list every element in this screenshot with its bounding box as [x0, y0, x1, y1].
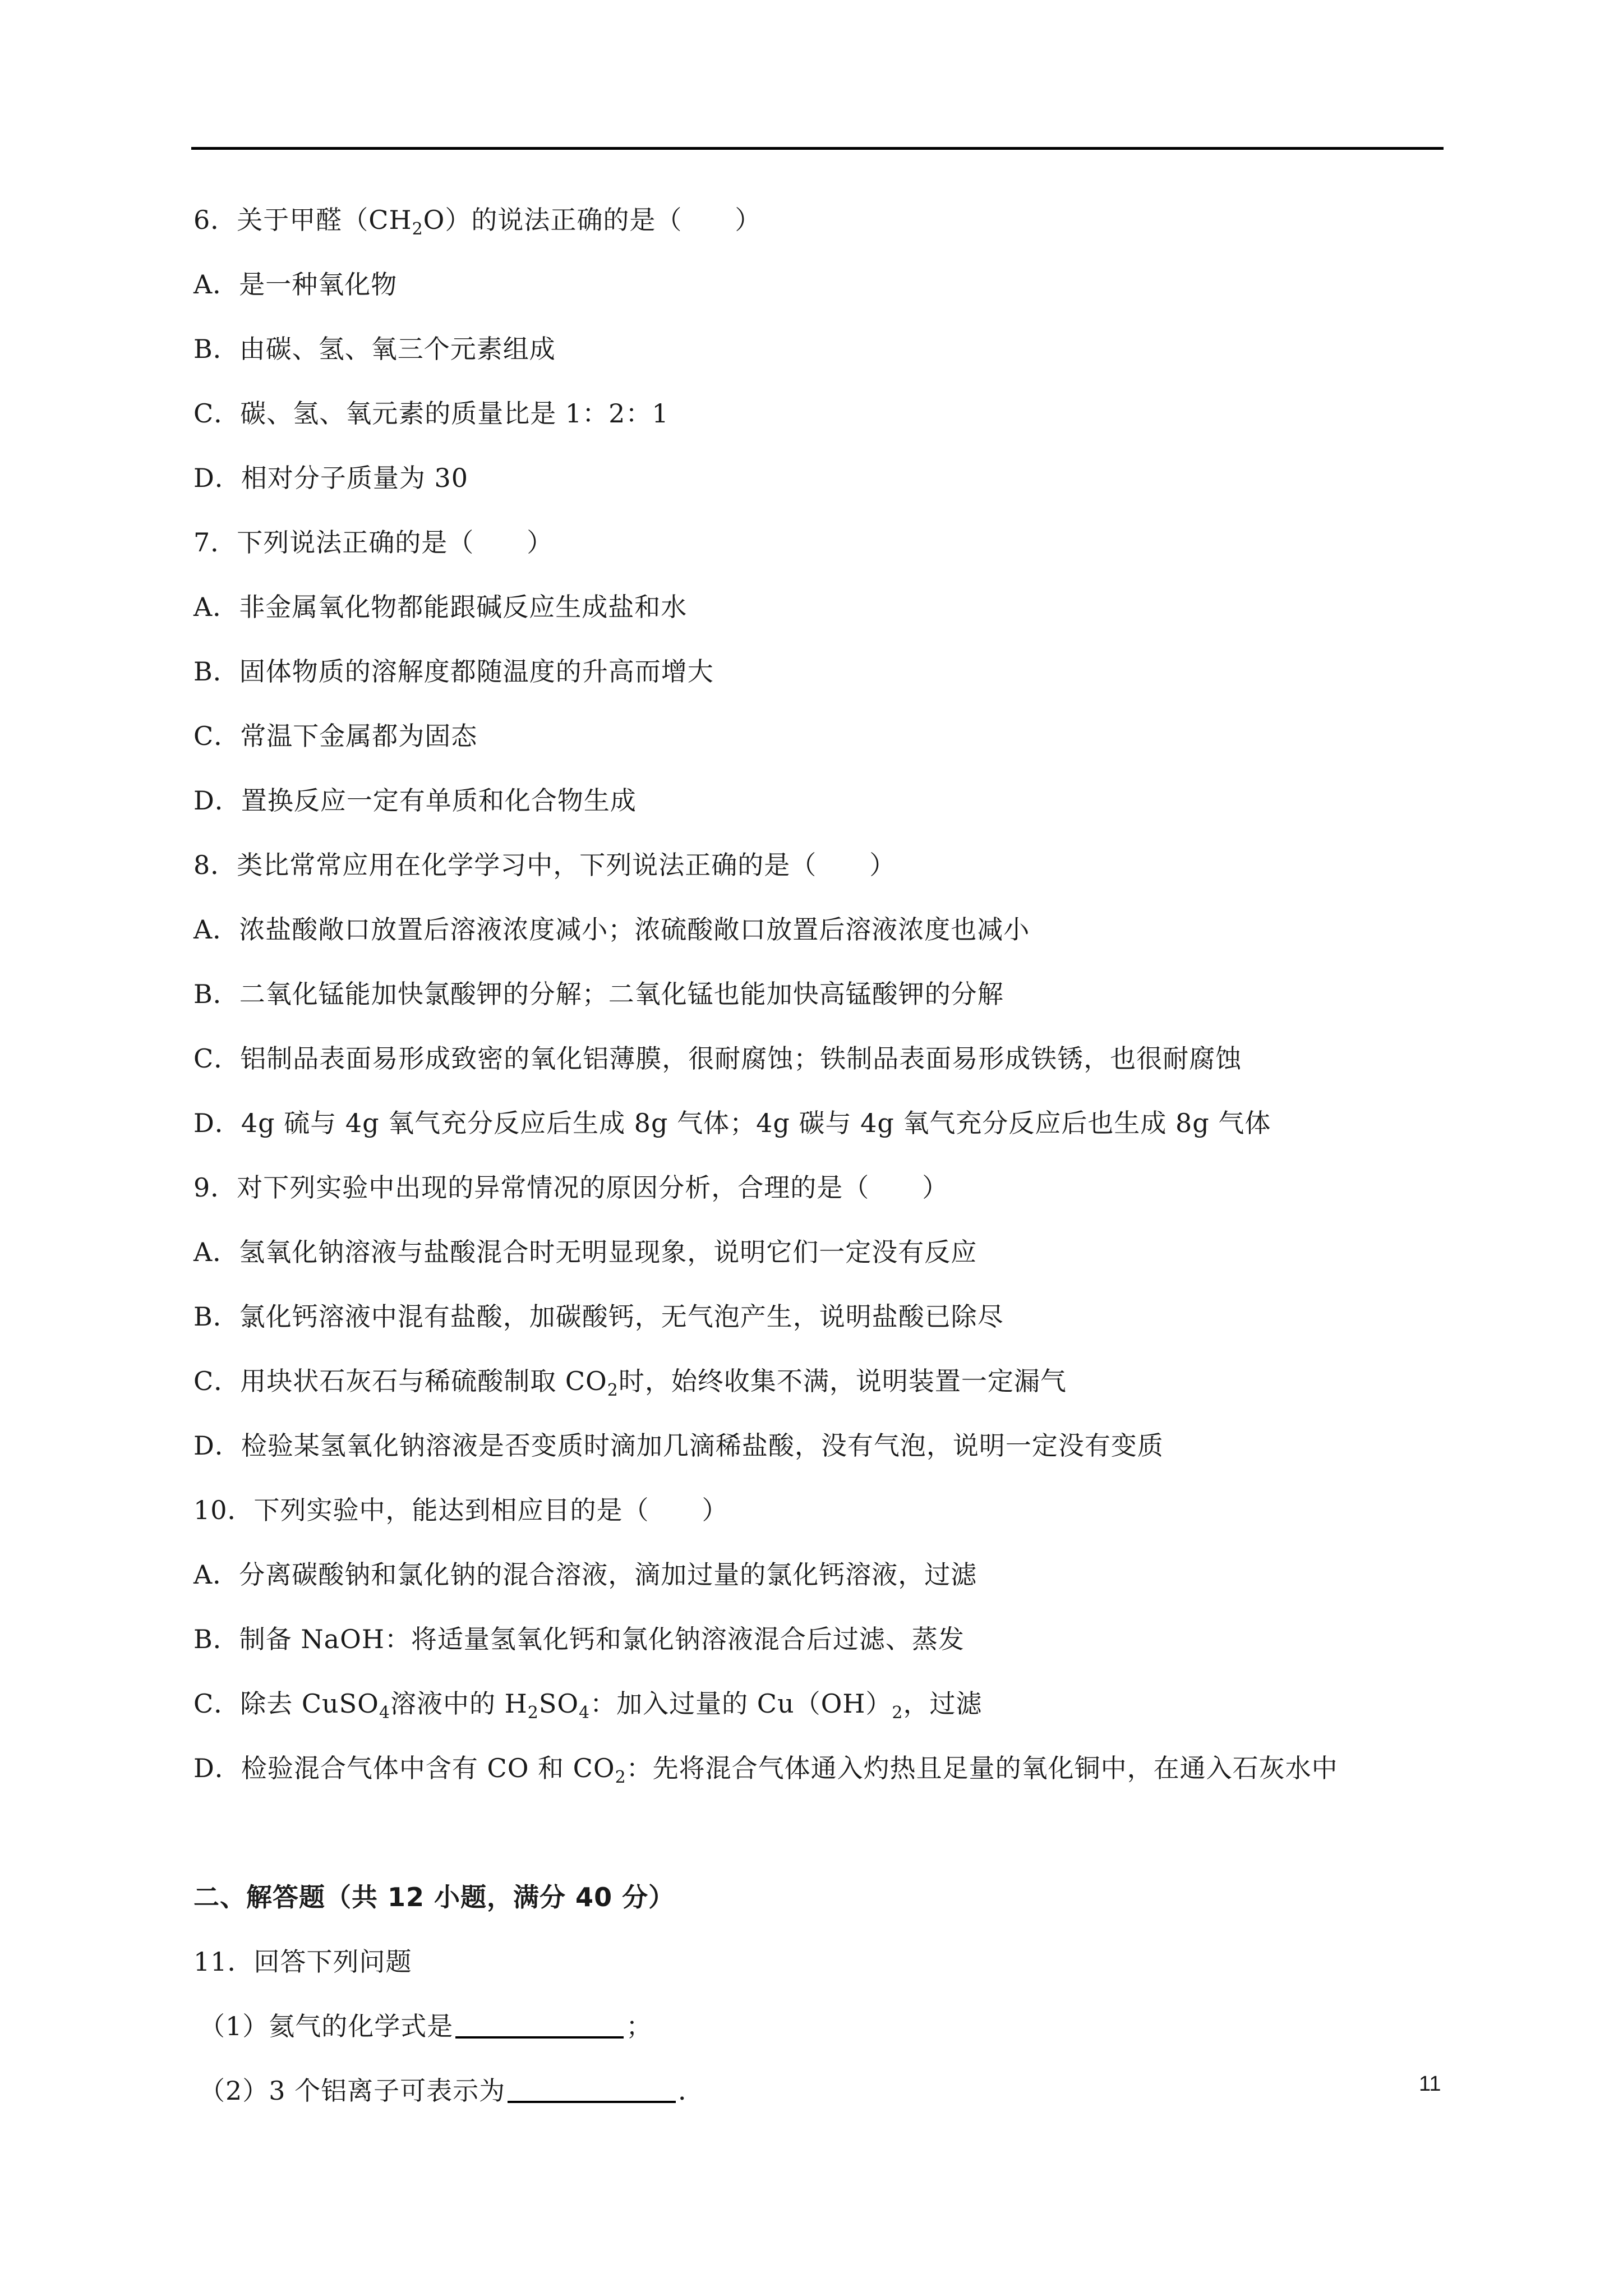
subscript: 4 [579, 1703, 591, 1723]
question-9-stem: 9．对下列实验中出现的异常情况的原因分析，合理的是（ ） [193, 1172, 949, 1203]
question-9-option-d: D．检验某氢氧化钠溶液是否变质时滴加几滴稀盐酸，没有气泡，说明一定没有变质 [193, 1430, 1164, 1461]
question-6-option-d: D．相对分子质量为 30 [193, 463, 469, 493]
subscript: 2 [607, 1381, 619, 1400]
question-6-stem: 6．关于甲醛$(CH_2O)$的说法正确的是（ ） [193, 205, 762, 239]
question-7-option-d: D．置换反应一定有单质和化合物生成 [193, 785, 637, 816]
subscript: 2 [527, 1703, 539, 1723]
question-9-option-a: A．氢氧化钠溶液与盐酸混合时无明显现象，说明它们一定没有反应 [193, 1237, 978, 1267]
question-8-option-b: B．二氧化锰能加快氯酸钾的分解；二氧化锰也能加快高锰酸钾的分解 [193, 979, 1004, 1009]
question-7-stem: 7．下列说法正确的是（ ） [193, 527, 554, 558]
subscript: 2 [892, 1703, 903, 1723]
question-8-stem: 8．类比常常应用在化学学习中，下列说法正确的是（ ） [193, 850, 896, 880]
question-7-option-a: A．非金属氧化物都能跟碱反应生成盐和水 [193, 592, 688, 622]
header-rule [191, 147, 1444, 150]
question-6-option-a: A．是一种氧化物 [193, 269, 398, 300]
question-10-option-d: D．检验混合气体中含有 CO 和 $CO_2$：先将混合气体通入灼热且足量的氧化铜中，在通入石灰水中 [193, 1753, 1338, 1787]
subscript: 2 [615, 1768, 626, 1787]
question-6-option-c: C．碳、氢、氧元素的质量比是 1：2：1 [193, 398, 669, 429]
question-11-part-1: （1）氦气的化学式是 ； [199, 2011, 653, 2041]
question-10-stem: 10．下列实验中，能达到相应目的是（ ） [193, 1495, 728, 1525]
question-8-option-a: A．浓盐酸敞口放置后溶液浓度减小；浓硫酸敞口放置后溶液浓度也减小 [193, 914, 1030, 945]
question-11-stem: 11．回答下列问题 [193, 1947, 412, 1977]
subscript: 4 [379, 1703, 390, 1723]
question-7-option-b: B．固体物质的溶解度都随温度的升高而增大 [193, 656, 714, 687]
question-10-option-c: C．除去 CuSO$_4$溶液中的 $H_2SO_4$：加入过量的 $Cu(OH)_2$，过滤 [193, 1688, 983, 1723]
question-8-option-c: C．铝制品表面易形成致密的氧化铝薄膜，很耐腐蚀；铁制品表面易形成铁锈，也很耐腐蚀 [193, 1043, 1242, 1074]
question-9-option-b: B．氯化钙溶液中混有盐酸，加碳酸钙，无气泡产生，说明盐酸已除尽 [193, 1301, 1004, 1332]
subscript: 2 [412, 219, 423, 239]
section-heading: 二、解答题（共 12 小题，满分 40 分） [193, 1882, 675, 1912]
question-11-part-2: （2）3 个铝离子可表示为 ． [199, 2076, 705, 2106]
answer-blank[interactable] [508, 2075, 676, 2103]
question-9-option-c: C．用块状石灰石与稀硫酸制取 $CO_2$时，始终收集不满，说明装置一定漏气 [193, 1366, 1067, 1400]
question-8-option-d: D．4g 硫与 4g 氧气充分反应后生成 8g 气体；4g 碳与 4g 氧气充分反应后也生成 8g 气体 [193, 1108, 1271, 1138]
page-number: 11 [1419, 2072, 1441, 2096]
answer-blank[interactable] [455, 2010, 624, 2039]
question-7-option-c: C．常温下金属都为固态 [193, 721, 478, 751]
question-6-option-b: B．由碳、氢、氧三个元素组成 [193, 334, 556, 364]
question-10-option-a: A．分离碳酸钠和氯化钠的混合溶液，滴加过量的氯化钙溶液，过滤 [193, 1559, 978, 1590]
question-10-option-b: B．制备 NaOH：将适量氢氧化钙和氯化钠溶液混合后过滤、蒸发 [193, 1624, 965, 1654]
